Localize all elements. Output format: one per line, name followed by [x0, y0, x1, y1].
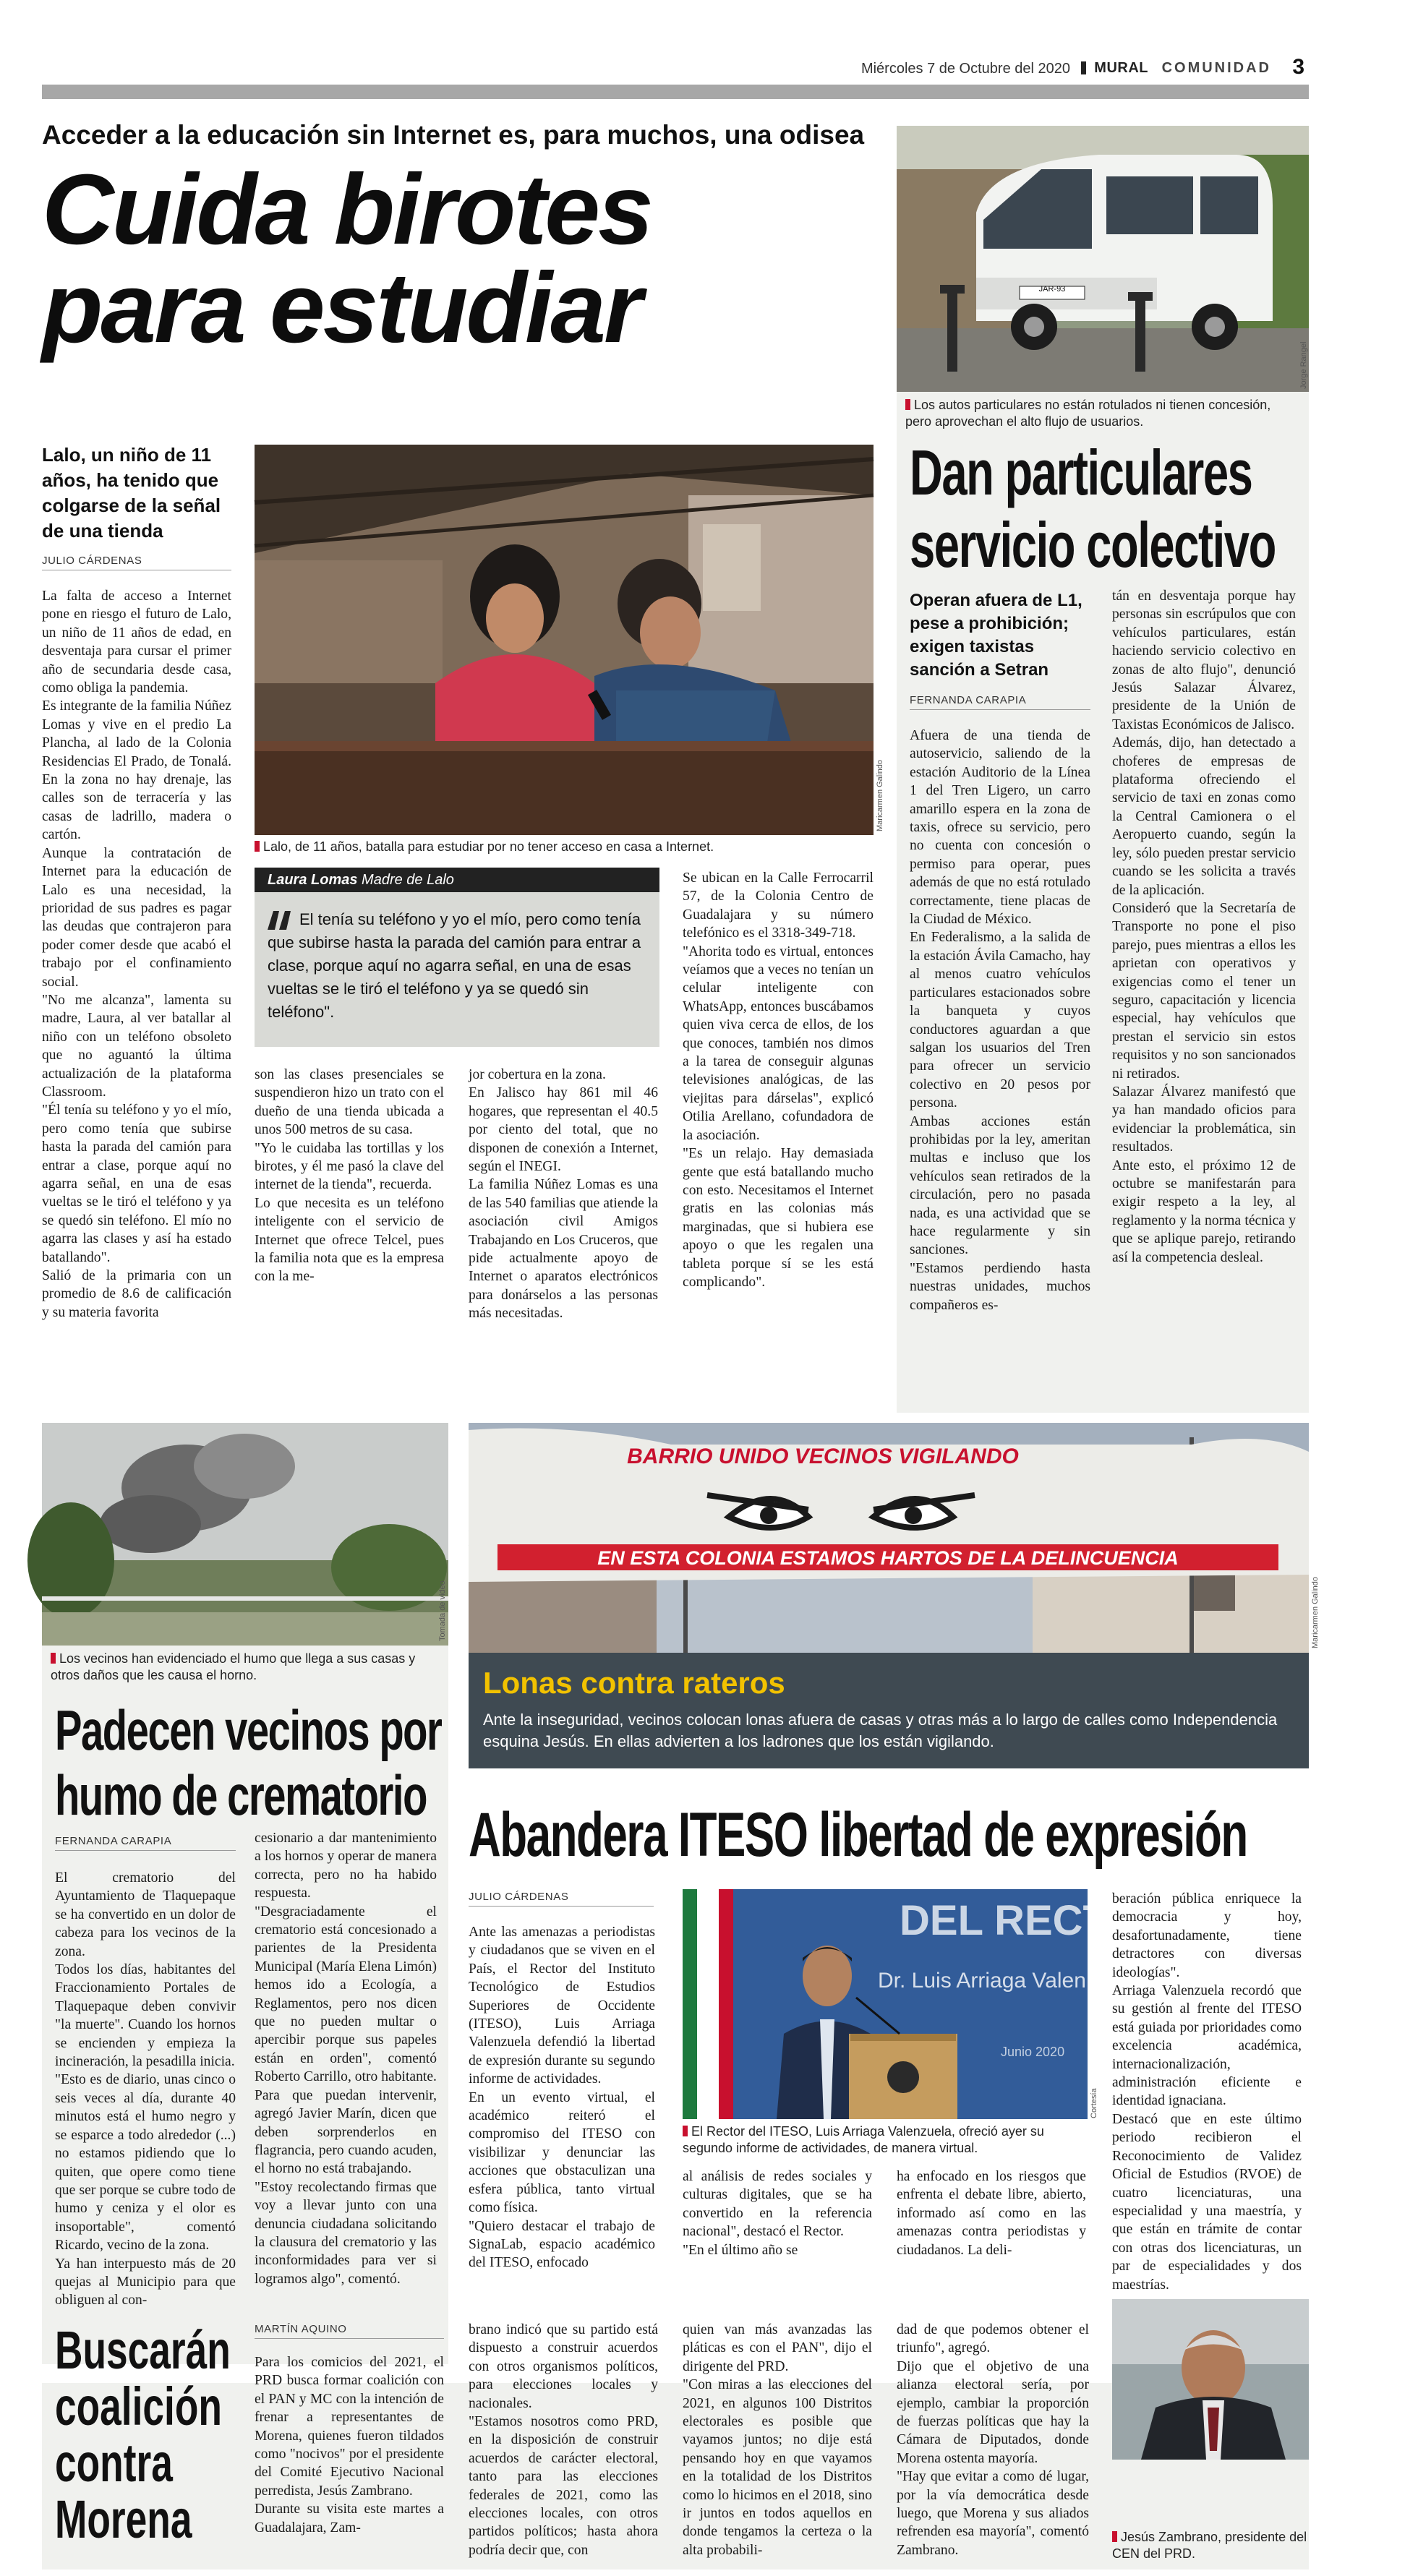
prd-headline-line1: Buscarán	[55, 2320, 231, 2380]
main-photo-caption-text: Lalo, de 11 años, batalla para estudiar por no tener acceso en casa a Internet.	[263, 839, 714, 854]
prd-col-1: Para los comicios del 2021, el PRD busca formar coalición con el PAN y MC con la intención de frenar a representantes de Morena, quienes fueron tildados como "nocivos" por el presidente del Comité Ejecutivo Nacional perredista, Jesús Zambrano. Durante su visita este martes a Guadalajara, Zam-	[255, 2355, 444, 2536]
main-col-1: La falta de acceso a Internet pone en riesgo el futuro de Lalo, un niño de 11 años de edad, en desventaja para cursar el primer año de secundaria desde casa, como obliga la pandemia. Es integrante de la familia Núñez Lomas y vive en el predio La Plancha, al lado de la Colonia Residencias El Prado, de Tonalá. En la zona no hay drenaje, las calles son de terracería y las casas de ladrillo, madera o cartón. Aunque la contratación de Internet para la educación de Lalo es una necesidad, la prioridad de sus padres es pagar las deudas que contrajeron para poder comer desde que acabó el trabajo por el confinamiento social. "No me alcanza", lamenta su madre, Laura, al ver batallar al niño con un teléfono obsoleto que no aguantó la última actualización de la plataforma Classroom. "Él tenía su teléfono y yo el mío, pero como tenía que subirse hasta la parada del camión para entrar a clase, porque aquí no agarra señal, en una de esas vueltas se le tiró el teléfono y ya se quedó sin teléfono. El mío no agarra las clases y así ha estado batallando". Salió de la primaria con un promedio de 8.6 de calificación y su materia favorita	[42, 589, 231, 1320]
sidebar-headline-line2: servicio colectivo	[910, 509, 1276, 581]
quote-header	[255, 868, 659, 892]
quote-box	[255, 868, 659, 1047]
main-photo-caption	[255, 839, 876, 855]
sidebar-byline: FERNANDA CARAPIA	[910, 694, 1090, 710]
caption-marker	[683, 2126, 688, 2136]
iteso-photo-caption-text: El Rector del ITESO, Luis Arriaga Valenzuela, ofreció ayer su segundo informe de actividades, de manera virtual.	[683, 2124, 1044, 2155]
crematorio-col-1: El crematorio del Ayuntamiento de Tlaquepaque se ha convertido en un dolor de cabeza para los vecinos de la zona. Todos los días, habitantes del Fraccionamiento Portales de Tlaquepaque deben convivir "la muerte". Cuando los hornos se encienden y empieza la incineración, la pesadilla inicia. "Esto es de diario, unas cinco o seis veces al día, durante 40 minutos está el humo negro y se esparce a todo alrededor (...) no estamos pidiendo que lo quiten, que opere como tiene que ser porque se cubre todo de humo y ceniza y el olor es insoportable", comentó Ricardo, vecino de la zona. Ya han interpuesto más de 20 quejas al Municipio para que obliguen al con-	[55, 1870, 236, 2308]
main-headline-line2: para estudiar	[42, 252, 641, 364]
page-header	[0, 56, 1309, 81]
caption-marker	[51, 1653, 56, 1664]
header-rule	[42, 85, 1309, 99]
main-byline: JULIO CÁRDENAS	[42, 555, 231, 570]
iteso-col-3: ha enfocado en los riesgos que enfrenta el debate libre, abierto, informado así como en las amenazas contra periodistas y ciudadanos. La deli-	[897, 2169, 1086, 2258]
main-col-3: jor cobertura en la zona. En Jalisco hay 861 mil 46 hogares, que representan el 40.5 por ciento del total, que no disponen de conexión a Internet, según el INEGI. La familia Núñez Lomas es una de las 540 familias que atiende la asociación civil Amigos Trabajando en Los Cruceros, que pide actualmente apoyo de Internet o aparatos electrónicos para donárselos a las personas más necesitadas.	[469, 1067, 658, 1322]
prd-photo-caption	[1112, 2529, 1309, 2562]
main-col-2: son las clases presenciales se suspendieron hizo un trato con el dueño de una tienda ubicada a unos 500 metros de su casa. "Yo le cuidaba las tortillas y los birotes, y él me pasó la clave del internet de la tienda", recuerda. Lo que necesita es un teléfono inteligente con el servicio de Internet que ofrece Telcel, pues la familia nota que es la empresa con la me-	[255, 1067, 444, 1285]
sidebar-deck: Operan afuera de L1, pese a prohibición; exigen taxistas sanción a Setran	[910, 591, 1082, 680]
lonas-banner-top: BARRIO UNIDO VECINOS VIGILANDO	[627, 1445, 1019, 1468]
lonas-photo-credit: Maricarmen Galindo	[1311, 1576, 1320, 1648]
page-number: 3	[1292, 55, 1304, 79]
crematorio-photo-illustration	[42, 1423, 448, 1646]
lonas-photo	[469, 1423, 1309, 1653]
main-col-4: Se ubican en la Calle Ferrocarril 57, de la Colonia Centro de Guadalajara y su número telefónico es el 3318-349-718. "Ahorita todo es virtual, entonces veíamos que a veces no tenían un celular inteligente con WhatsApp, entonces buscábamos quien viva cerca de ellos, de los que conoces, también nos dimos a la tarea de conseguir algunas televisiones analógicas, de las viejitas para dárselas", explicó Otilia Arellano, cofundadora de la asociación. "Es un relajo. Hay demasiada gente que está batallando mucho con esto. Necesitamos el Internet gratis en las colonias más marginadas, que si hubiera ese apoyo o que les regalen una tableta porque sí se les está complicando".	[683, 870, 874, 1290]
crematorio-headline-line1: Padecen vecinos por	[55, 1698, 442, 1762]
prd-headline-line4: Morena	[55, 2489, 192, 2549]
main-headline	[42, 154, 652, 364]
prd-photo-caption-text: Jesús Zambrano, presidente del CEN del PRD.	[1112, 2530, 1307, 2561]
crematorio-photo	[42, 1423, 448, 1646]
crematorio-byline: FERNANDA CARAPIA	[55, 1835, 236, 1851]
iteso-col-2: al análisis de redes sociales y culturas digitales, que se ha convertido en la referencia nacional", destacó el Rector. "En el último año se	[683, 2169, 872, 2258]
main-headline-line1: Cuida birotes	[42, 154, 652, 265]
prd-byline: MARTÍN AQUINO	[255, 2323, 444, 2339]
main-kicker: Acceder a la educación sin Internet es, para muchos, una odisea	[42, 120, 865, 150]
sidebar-headline	[910, 437, 1418, 581]
sidebar-col-1: Afuera de una tienda de autoservicio, saliendo de la estación Auditorio de la Línea 1 del Tren Ligero, un carro amarillo espera en la zona de taxis, ofrece su servicio, pero no cuenta con concesión o permiso para operar, pues además de que no está rotulado correctamente, tiene placas de la Ciudad de México. En Federalismo, a la salida de la estación Ávila Camacho, hay al menos cuatro vehículos particulares estacionados sobre la banqueta y cuyos conductores aguardan a que salgan los usuarios del Tren para ofrecer un servicio colectivo en 20 pesos por persona. Ambas acciones están prohibidas por la ley, ameritan multas e incluso que los vehículos sean retirados de la circulación, pero no pasada nada, es una actividad que se hace regularmente y sin sanciones. "Estamos perdiendo hasta nuestras unidades, muchos compañeros es-	[910, 728, 1090, 1313]
iteso-photo-caption	[683, 2123, 1088, 2157]
iteso-photo-screen-text: DEL RECT	[900, 1897, 1109, 1944]
main-deck: Lalo, un niño de 11 años, ha tenido que colgarse de la señal de una tienda	[42, 444, 221, 542]
header-paper-name: MURAL	[1094, 60, 1148, 76]
iteso-headline: Abandera ITESO libertad de expresión	[469, 1800, 1247, 1870]
sidebar-photo-caption-text: Los autos particulares no están rotulados ni tienen concesión, pero aprovechan el alto flujo de usuarios.	[905, 398, 1271, 429]
lonas-body: Ante la inseguridad, vecinos colocan lonas afuera de casas y otras más a lo largo de calles como Independencia esquina Jesús. En ellas advierten a los ladrones que los están vigilando.	[483, 1711, 1278, 1750]
prd-photo-illustration	[1112, 2299, 1309, 2460]
caption-marker	[255, 841, 260, 852]
van-plate: JAR-93	[1038, 285, 1066, 294]
prd-headline-line2: coalición	[55, 2376, 222, 2436]
sidebar-photo-caption	[905, 397, 1281, 430]
lonas-headline: Lonas contra rateros	[483, 1666, 785, 1700]
prd-col-2: brano indicó que su partido está dispuesto a construir acuerdos con otros organismos políticos, para elecciones locales y nacionales. "Estamos nosotros como PRD, en la disposición de construir acuerdos de carácter electoral, tanto para las elecciones federales de 2021, como las elecciones locales, con otros partidos políticos; hasta ahora podría decir que, con	[469, 2322, 658, 2558]
prd-photo	[1112, 2299, 1309, 2460]
quote-text: El tenía su teléfono y yo el mío, pero como tenía que subirse hasta la parada del camión para entrar a clase, porque aquí no agarra señal, en una de esas vueltas se le tiró el teléfono y ya se quedó sin teléfono".	[268, 910, 641, 1021]
quote-role: Madre de Lalo	[362, 872, 454, 888]
crematorio-headline-line2: humo de crematorio	[55, 1763, 427, 1827]
lonas-banner-bottom: EN ESTA COLONIA ESTAMOS HARTOS DE LA DELINCUENCIA	[597, 1547, 1179, 1569]
main-photo-credit: Maricarmen Galindo	[876, 759, 884, 831]
header-section: COMUNIDAD	[1161, 60, 1271, 76]
main-photo-illustration	[255, 445, 874, 835]
prd-col-4: dad de que podemos obtener el triunfo", agregó. Dijo que el objetivo de una alianza electoral sería, por ejemplo, cambiar la proporción de fuerzas políticas que hay la Cámara de Diputados, donde Morena ostenta mayoría. "Hay que evitar a como dé lugar, por la vía democrática desde luego, que Morena y sus aliados refrenden esa mayoría", comentó Zambrano.	[897, 2322, 1089, 2558]
iteso-col-4: beración pública enriquece la democracia y hoy, desafortunadamente, tiene detractores con diversas ideologías". Arriaga Valenzuela recordó que su gestión al frente del ITESO está guiada por prioridades como excelencia académica, internacionalización, administración eficiente e identidad ignaciana. Destacó que en este último periodo recibieron el Reconocimiento de Validez Oficial de Estudios (RVOE) de cuatro licenciaturas, una especialidad y una maestría, y que están en trámite de contar con otras dos licenciaturas, un par de especialidades y dos maestrías.	[1112, 1891, 1302, 2293]
main-photo	[255, 445, 874, 835]
lonas-text-box	[469, 1653, 1309, 1768]
iteso-byline: JULIO CÁRDENAS	[469, 1891, 654, 1907]
crematorio-col-2: cesionario a dar mantenimiento a los hornos y operar de manera correcta, pero no ha habido respuesta. "Desgraciadamente el crematorio está concesionado a parientes de la Presidenta Municipal (María Elena Limón) hemos ido a Ecología, a Reglamentos, pero nos dicen que no pueden multar o apercibir porque sus papeles están en orden", comentó Roberto Carrillo, otro habitante. Para que puedan intervenir, agregó Javier Marín, dicen que deben sorprenderlos en flagrancia, pero cuando acuden, el horno no está trabajando. "Estoy recolectando firmas que voy a llevar junto con una denuncia ciudadana solicitando la clausura del crematorio y las inconformidades para ver si logramos algo", comentó.	[255, 1831, 437, 2287]
prd-col-3: quien van más avanzadas las pláticas es con el PAN", dijo el dirigente del PRD. "Con miras a las elecciones del 2021, en algunos 100 Distritos electorales es posible que vayamos juntos; no dije está pensando hoy en que vayamos en la totalidad de los Distritos como lo hicimos en el 2018, sino ir juntos en todos aquellos en donde tengamos la certeza o la alta probabili-	[683, 2322, 872, 2558]
iteso-col-1: Ante las amenazas a periodistas y ciudadanos que se viven en el País, el Rector del Instituto Tecnológico de Estudios Superiores de Occidente (ITESO), Luis Arriaga Valenzuela defendió la libertad de expresión durante su segundo informe de actividades. En un evento virtual, el académico reiteró el compromiso del ITESO con visibilizar y denunciar las acciones que obstaculizan una esfera pública, tanto virtual como física. "Quiero destacar el trabajo de SignaLab, espacio académico del ITESO, enfocado	[469, 1925, 655, 2271]
sidebar-col-2: tán en desventaja porque hay personas sin escrúpulos que con vehículos particulares, están haciendo servicio colectivo en zonas de alto flujo", denunció Jesús Salazar Álvarez, presidente de la Unión de Taxistas Económicos de Jalisco. Además, dijo, han detectado a choferes de empresas de plataforma ofreciendo el servicio de taxi en zonas como la Central Camionera o el Aeropuerto cuando, según la ley, sólo pueden prestar servicio cuando se les solicita a través de la aplicación. Consideró que la Secretaría de Transporte no pone el piso parejo, pues mientras a ellos les aprietan con operativos y exigencias como el tener un seguro, capacitación y licencia especial, hay vehículos que prestan el servicio sin estos requisitos y no son sancionados ni retirados. Salazar Álvarez manifestó que ya han mandado oficios para evidenciar la problemática, sin resultados. Ante esto, el próximo 12 de octubre se manifestarán para exigir respeto a la ley, al reglamento y la norma técnica y que se aplique parejo, retirando así la competencia desleal.	[1112, 589, 1296, 1265]
crematorio-photo-caption	[51, 1651, 427, 1684]
crematorio-photo-credit: Tomada de video	[438, 1580, 447, 1641]
sidebar-photo	[897, 126, 1309, 392]
sidebar-photo-credit: Jorge Rangel	[1299, 341, 1308, 389]
iteso-photo-date-text: Junio 2020	[1001, 2045, 1065, 2059]
crematorio-photo-caption-text: Los vecinos han evidenciado el humo que llega a sus casas y otros daños que les causa el horno.	[51, 1651, 416, 1682]
caption-marker	[1112, 2531, 1117, 2542]
iteso-photo-name-text: Dr. Luis Arriaga Valen	[878, 1969, 1086, 1993]
iteso-photo-credit: Cortesía	[1090, 2088, 1098, 2118]
caption-marker	[905, 399, 910, 410]
quote-name: Laura Lomas	[268, 872, 358, 888]
header-date: Miércoles 7 de Octubre del 2020	[860, 61, 1070, 77]
sidebar-headline-line1: Dan particulares	[910, 437, 1252, 508]
header-divider	[1081, 61, 1086, 74]
sidebar-photo-illustration	[897, 126, 1309, 392]
prd-headline-line3: contra	[55, 2433, 173, 2493]
